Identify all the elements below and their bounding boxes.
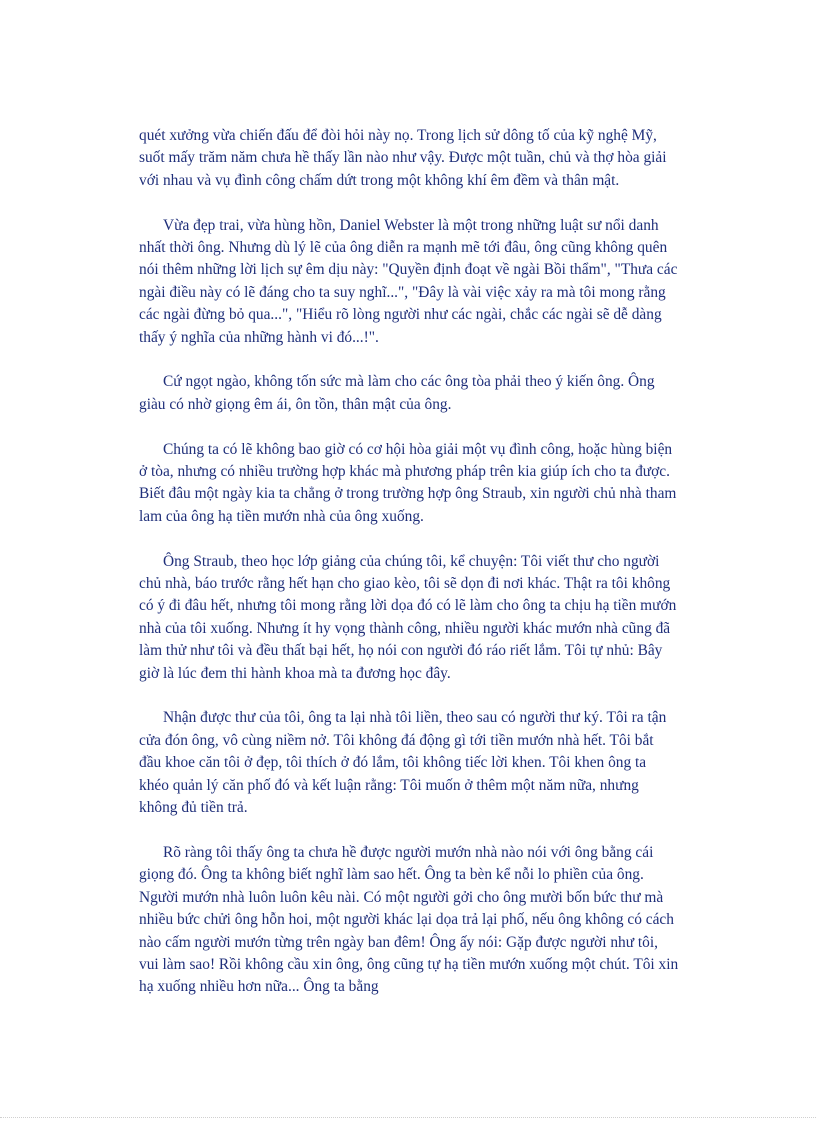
document-body: [139, 125, 679, 1021]
paragraph-1: quét xưởng vừa chiến đấu để đòi hỏi này nọ. Trong lịch sử dông tố của kỹ nghệ Mỹ, suốt mấy trăm năm chưa hề thấy lần nào như vậy. Được một tuần, chủ và thợ hòa giải với nhau và vụ đình công chấm dứt trong một không khí êm đềm và thân mật.: [139, 127, 667, 189]
paragraph-4: Chúng ta có lẽ không bao giờ có cơ hội hòa giải một vụ đình công, hoặc hùng biện ở tòa, nhưng có nhiều trường hợp khác mà phương pháp trên kia giúp ích cho ta được. Biết đâu một ngày kia ta chẳng ở trong trường hợp ông Straub, xin người chủ nhà tham lam của ông hạ tiền mướn nhà của ông xuống.: [139, 440, 677, 525]
paragraph-7: Rõ ràng tôi thấy ông ta chưa hề được người mướn nhà nào nói với ông bằng cái giọng đó. Ông ta không biết nghĩ làm sao hết. Ông ta bèn kể nỗi lo phiền của ông. Người mướn nhà luôn luôn kêu nài. Có một người gởi cho ông mười bốn bức thư mà nhiều bức chửi ông hỗn hoi, một người khác lại dọa trả lại phố, nếu ông không có cách nào cấm người mướn từng trên ngày ban đêm! Ông ấy nói: Gặp được người như tôi, vui làm sao! Rồi không cầu xin ông, ông cũng tự hạ tiền mướn xuống một chút. Tôi xin hạ xuống nhiều hơn nữa... Ông ta bằng: [139, 843, 679, 996]
paragraph-3: Cứ ngọt ngào, không tốn sức mà làm cho các ông tòa phải theo ý kiến ông. Ông giàu có nhờ giọng êm ái, ôn tồn, thân mật của ông.: [139, 373, 655, 413]
paragraph-5: Ông Straub, theo học lớp giảng của chúng tôi, kể chuyện: Tôi viết thư cho người chủ nhà, báo trước rằng hết hạn cho giao kèo, tôi sẽ dọn đi nơi khác. Thật ra tôi không có ý đi đâu hết, nhưng tôi mong rằng lời dọa đó có lẽ làm cho ông ta chịu hạ tiền mướn nhà của tôi xuống. Nhưng ít hy vọng thành công, nhiều người khác mướn nhà cũng đã làm thử như tôi và đều thất bại hết, họ nói con người đó ráo riết lắm. Tôi tự nhủ: Bây giờ là lúc đem thi hành khoa mà ta đương học đây.: [139, 552, 677, 682]
page-bottom-divider: [0, 1117, 816, 1118]
paragraph-2: Vừa đẹp trai, vừa hùng hồn, Daniel Webster là một trong những luật sư nổi danh nhất thời ông. Nhưng dù lý lẽ của ông diễn ra mạnh mẽ tới đâu, ông cũng không quên nói thêm những lời lịch sự êm dịu này: "Quyền định đoạt về ngài Bồi thẩm", "Thưa các ngài điều này có lẽ đáng cho ta suy nghĩ...", "Đây là vài việc xảy ra mà tôi mong rằng các ngài đừng bỏ qua...", "Hiểu rõ lòng người như các ngài, chắc các ngài sẽ dễ dàng thấy ý nghĩa của những hành vi đó...!".: [139, 216, 678, 346]
paragraph-6: Nhận được thư của tôi, ông ta lại nhà tôi liền, theo sau có người thư ký. Tôi ra tận cửa đón ông, vô cùng niềm nở. Tôi không đá động gì tới tiền mướn nhà hết. Tôi bắt đầu khoe căn tôi ở đẹp, tôi thích ở đó lắm, tôi không tiếc lời khen. Tôi khen ông ta khéo quản lý căn phố đó và kết luận rằng: Tôi muốn ở thêm một năm nữa, nhưng không đủ tiền trả.: [139, 709, 667, 817]
